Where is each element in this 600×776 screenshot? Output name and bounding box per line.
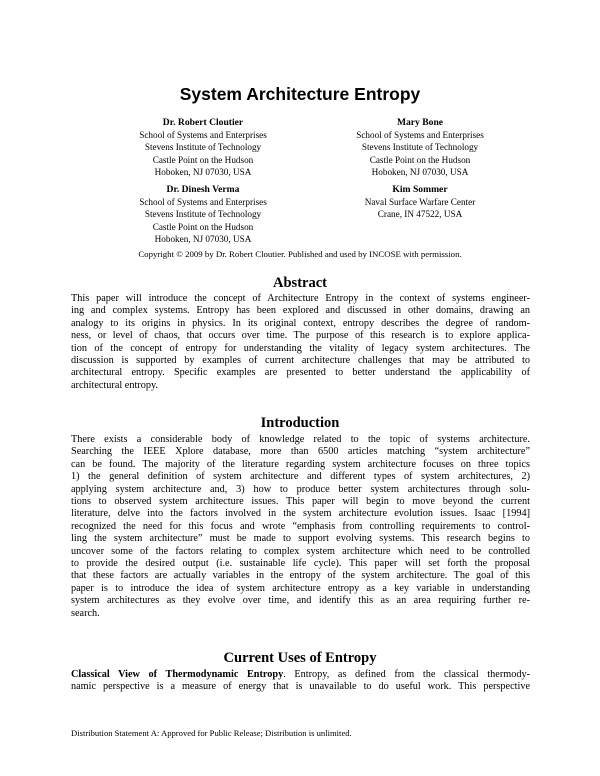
- text-line: architectural entropy. Specific examples are presented to better understand the applicability of: [71, 367, 530, 379]
- text-line: ling the system architecture” must be made to support evolving systems. This research begins to: [71, 533, 530, 545]
- author-affiliation: Naval Surface Warfare Center: [364, 197, 476, 208]
- author-name: Dr. Dinesh Verma: [166, 184, 240, 195]
- text-line: tions to observed system architecture issues. This paper will begin to move beyond the current: [71, 496, 530, 508]
- author-name: Kim Sommer: [392, 184, 448, 195]
- distribution-statement: Distribution Statement A: Approved for Public Release; Distribution is unlimited.: [71, 728, 352, 738]
- author-affiliation: Stevens Institute of Technology: [144, 209, 262, 220]
- text-line: 1) the general definition of system architecture and different types of system architectures, 2): [71, 471, 530, 483]
- author-affiliation: Stevens Institute of Technology: [361, 142, 479, 153]
- text-line: analogy to its origins in physics. In its original context, entropy describes the degree of random-: [71, 317, 530, 329]
- author-affiliation: Castle Point on the Hudson: [152, 154, 254, 165]
- author-name: Dr. Robert Cloutier: [162, 117, 244, 128]
- text-line: ing and complex systems. Entropy has been explored and discussed in other domains, drawing an: [71, 305, 530, 317]
- text-line: paper is to introduce the idea of system architecture entropy as a key variable in understanding: [71, 582, 530, 594]
- paper-title: System Architecture Entropy: [179, 84, 421, 104]
- author-affiliation: Hoboken, NJ 07030, USA: [371, 166, 469, 177]
- author-name: Mary Bone: [396, 117, 444, 128]
- introduction-paragraph: [71, 434, 530, 620]
- author-affiliation: Hoboken, NJ 07030, USA: [154, 166, 252, 177]
- text-line: There exists a considerable body of knowledge related to the topic of systems architecture.: [71, 434, 530, 445]
- text-line: system architectures as they evolve over time, and identify this as an area requiring further re-: [71, 595, 530, 607]
- author-block-bone: [305, 117, 535, 178]
- text-line: literature, delve into the factors involved in the system architecture evolution issues. Isaac [1994]: [71, 508, 530, 520]
- author-affiliation: School of Systems and Enterprises: [139, 197, 267, 208]
- text-line: applying system architecture and, 3) how to produce better system architectures through solu-: [71, 483, 530, 495]
- author-affiliation: Hoboken, NJ 07030, USA: [154, 233, 252, 244]
- text-line: uncover some of the factors relating to complex system architecture which need to be controlled: [71, 545, 530, 557]
- text-line: architectural entropy.: [71, 379, 158, 391]
- author-affiliation: School of Systems and Enterprises: [139, 130, 267, 141]
- text-line: tion of the concept of entropy for understanding the vitality of legacy system architectures. The: [71, 342, 530, 354]
- text-line: that these factors are actually variables in the entropy of the system architecture. The goal of this: [71, 570, 530, 582]
- text-line: Searching the IEEE Xplore database, more than 6500 articles matching “system architecture”: [71, 446, 530, 458]
- text-line: discussion is supported by examples of current architecture challenges that may be attributed to: [71, 355, 530, 367]
- text-line: to provide the desired output (i.e. sustainable life cycle). This paper will set forth the proposal: [71, 558, 530, 570]
- copyright-notice: Copyright © 2009 by Dr. Robert Cloutier. Published and used by INCOSE with permission.: [138, 249, 462, 259]
- abstract-heading: Abstract: [273, 275, 327, 291]
- text-line: recognized the need for this focus and wrote “emphasis from controlling requirements to control-: [71, 520, 530, 532]
- author-block-sommer: [305, 184, 535, 221]
- current-uses-paragraph: [71, 669, 530, 694]
- author-affiliation: Castle Point on the Hudson: [152, 221, 254, 232]
- introduction-heading: Introduction: [260, 415, 340, 431]
- subsection-lead: Classical View of Thermodynamic Entropy: [71, 669, 284, 680]
- text-line: namic perspective is a measure of energy that is unavailable to do useful work. This perspective: [71, 681, 530, 693]
- text-line: This paper will introduce the concept of Architecture Entropy in the context of systems engineer-: [71, 293, 530, 304]
- text-line: ness, or level of chaos, that occurs over time. The purpose of this research is to explore applica-: [71, 330, 530, 342]
- text-line: search.: [71, 607, 100, 619]
- abstract-paragraph: [71, 293, 530, 392]
- text-line: [71, 669, 530, 681]
- author-block-verma: [88, 184, 318, 245]
- lead-line-rest: . Entropy, as defined from the classical thermody-: [283, 669, 530, 680]
- text-line: can be found. The majority of the literature regarding system architecture focuses on three topics: [71, 458, 530, 470]
- author-affiliation: School of Systems and Enterprises: [356, 130, 484, 141]
- author-affiliation: Castle Point on the Hudson: [369, 154, 471, 165]
- author-block-cloutier: [88, 117, 318, 178]
- current-uses-heading: Current Uses of Entropy: [223, 650, 377, 666]
- author-affiliation: Stevens Institute of Technology: [144, 142, 262, 153]
- author-affiliation: Crane, IN 47522, USA: [377, 209, 463, 220]
